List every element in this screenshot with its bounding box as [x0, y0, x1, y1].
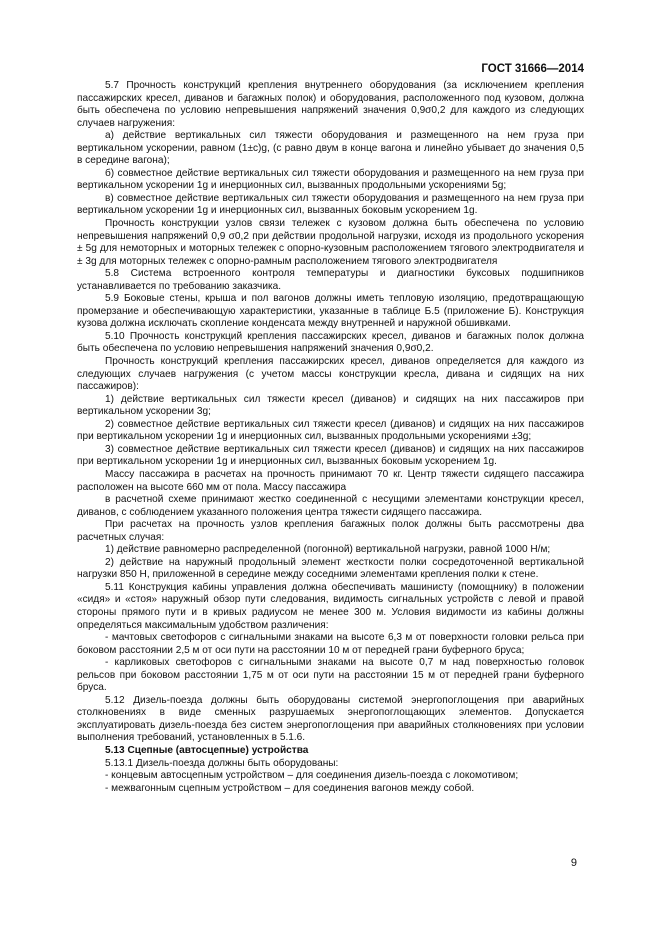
paragraph: 1) действие вертикальных сил тяжести кресел (диванов) и сидящих на них пассажиров при вертикальном ускорении 3g;	[77, 393, 584, 418]
paragraph: в расчетной схеме принимают жестко соединенной с несущими элементами конструкции кресел, диванов, с соблюдением указанного положения центра тяжести сидящего пассажира.	[77, 494, 584, 518]
paragraph: 3) совместное действие вертикальных сил тяжести кресел (диванов) и сидящих на них пассажиров при вертикальном ускорении 1g и инерционных сил, вызванных боковым ускорением 1g.	[77, 443, 584, 468]
paragraph: 2) действие на наружный продольный элемент жесткости полки сосредоточенной вертикальной нагрузки 850 Н, приложенной в середине между соседними элементами крепления полки к стене.	[77, 556, 584, 581]
section-heading-text: 5.13 Сцепные (автосцепные) устройства	[105, 744, 309, 756]
paragraph: 5.7 Прочность конструкций крепления внутреннего оборудования (за исключением крепления пассажирских кресел, диванов и багажных полок) и оборудования, расположенного под кузовом, должна быть обеспечена по условию непревышения напряжений значения 0,9σ0,2 для каждого из следующих случаев нагружения:	[77, 80, 584, 129]
paragraph: 5.9 Боковые стены, крыша и пол вагонов должны иметь тепловую изоляцию, предотвращающую промерзание и обеспечивающую характеристики, указанные в таблице Б.5 (приложение Б). Конструкция кузова должна исключать скопление конденсата между внутренней и наружной обшивками.	[77, 293, 584, 330]
paragraph: - карликовых светофоров с сигнальными знаками на высоте 0,7 м над поверхностью головок рельсов при боковом расстоянии 1,75 м от оси пути на расстоянии 15 м от передней грани буферного бруса.	[77, 657, 584, 694]
page-number: 9	[570, 857, 577, 869]
paragraph: б) совместное действие вертикальных сил тяжести оборудования и размещенного на нем груза при вертикальном ускорении 1g и инерционных сил, вызванных продольными ускорениями 5g;	[77, 167, 584, 192]
paragraph: 5.11 Конструкция кабины управления должна обеспечивать машинисту (помощнику) в положении «сидя» и «стоя» наружный обзор пути следования, видимость сигнальных устройств с левой и правой стороны прямого пути и в кривых радиусом не менее 300 м. Условия видимости из кабины должны определяться максимальным удобством различения:	[77, 581, 584, 631]
document-body	[77, 80, 584, 795]
paragraph: 5.10 Прочность конструкций крепления пассажирских кресел, диванов и багажных полок должна быть обеспечена по условию непревышения напряжений значения 0,9σ0,2.	[77, 330, 584, 355]
section-heading	[77, 745, 584, 758]
standard-header: ГОСТ 31666—2014	[481, 63, 584, 75]
paragraph: Прочность конструкции узлов связи тележек с кузовом должна быть обеспечена по условию непревышения напряжений 0,9 σ0,2 при действии продольной нагрузки, исходя из продольного ускорения ± 5g для немоторных и моторных тележек с опорно-кузовным расположением тягового электродвигателя и ± 3g для моторных тележек с опорно-рамным расположением тягового электродвигателя	[77, 218, 584, 267]
paragraph: Прочность конструкций крепления пассажирских кресел, диванов определяется для каждого из следующих случаев нагружения (с учетом массы конструкции кресла, дивана и сидящих на них пассажиров):	[77, 356, 584, 393]
paragraph: а) действие вертикальных сил тяжести оборудования и размещенного на нем груза при вертикальном ускорении, равном (1±c)g, (c равно двум в конце вагона и линейно убывает до значения 0,5 в середине вагона);	[77, 130, 584, 167]
paragraph: - концевым автосцепным устройством – для соединения дизель-поезда с локомотивом;	[105, 770, 519, 782]
paragraph: 5.13.1 Дизель-поезда должны быть оборудованы:	[105, 757, 339, 769]
paragraph: в) совместное действие вертикальных сил тяжести оборудования и размещенного на нем груза при вертикальном ускорении 1g и инерционных сил, вызванных боковым ускорением 1g.	[77, 192, 584, 217]
paragraph: 5.12 Дизель-поезда должны быть оборудованы системой энергопоглощения при аварийных столкновениях в виде сменных разрушаемых энергопоглощающих элементов. Допускается эксплуатировать дизель-поезда без систем энергопоглощения при аварийных столкновениях при условии выполнения требований, установленных в 5.1.6.	[77, 694, 584, 744]
paragraph: - межвагонным сцепным устройством – для соединения вагонов между собой.	[105, 782, 475, 794]
paragraph: 1) действие равномерно распределенной (погонной) вертикальной нагрузки, равной 1000 Н/м;	[105, 544, 551, 556]
paragraph: Массу пассажира в расчетах на прочность принимают 70 кг. Центр тяжести сидящего пассажира расположен на высоте 660 мм от пола. Массу пассажира	[77, 468, 584, 493]
paragraph: При расчетах на прочность узлов крепления багажных полок должны быть рассмотрены два расчетных случая:	[77, 519, 584, 543]
paragraph: 2) совместное действие вертикальных сил тяжести кресел (диванов) и сидящих на них пассажиров при вертикальном ускорении 1g и инерционных сил, вызванных продольными ускорениями ±3g;	[77, 418, 584, 443]
paragraph: - мачтовых светофоров с сигнальными знаками на высоте 6,3 м от поверхности головки рельса при боковом расстоянии 2,5 м от оси пути на расстоянии 10 м от передней грани буферного бруса;	[77, 632, 584, 656]
paragraph: 5.8 Система встроенного контроля температуры и диагностики буксовых подшипников устанавливается по требованию заказчика.	[77, 268, 584, 292]
